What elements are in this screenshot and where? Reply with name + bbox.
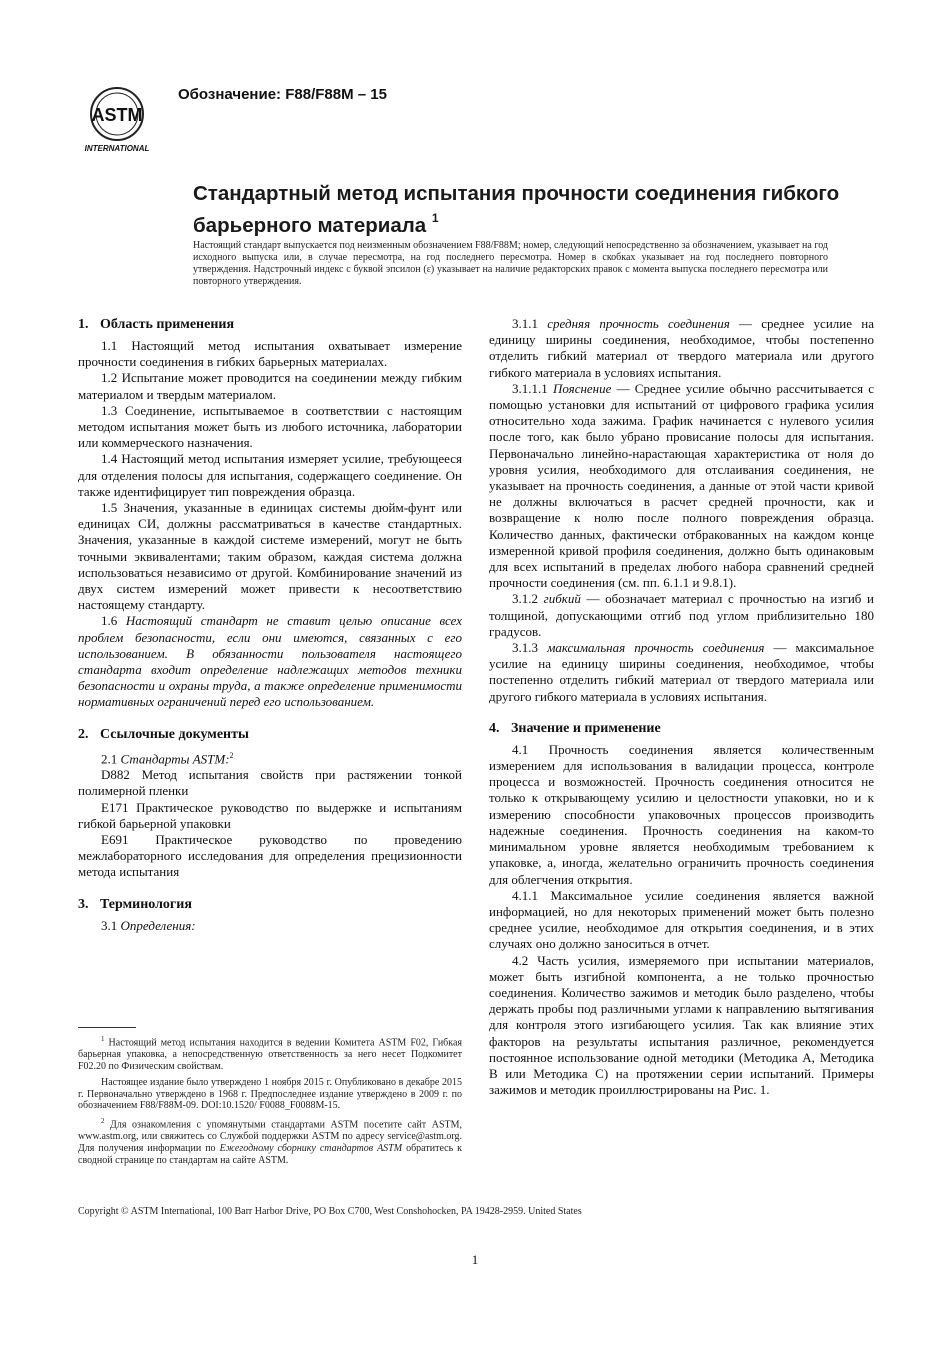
- para-1-1: 1.1 Настоящий метод испытания охватывает измерение прочности соединения в гибких барьерных материалах.: [78, 338, 462, 370]
- footnote-1: $^1$ Настоящий метод испытания находится в ведении Комитета ASTM F02, Гибкая барьерная упаковка, а непосредственную ответственность за него несет Подкомитет F02.20 по Физическим свойствам.: [78, 1035, 462, 1072]
- left-column: [78, 316, 462, 934]
- para-4-1-1: 4.1.1 Максимальное усилие соединения является важной информацией, но для некоторых применений может быть полезно среднее усилие, необходимое для открытия соединения, и в этих случаях оно должно заноситься в отчет.: [489, 887, 874, 952]
- page-number: 1: [471, 1252, 479, 1267]
- para-1-3: 1.3 Соединение, испытываемое в соответствии с настоящим методом испытания может быть из любого источника, лаборатории или коммерческого назначения.: [78, 402, 462, 451]
- ref-d882: D882 Метод испытания свойств при растяжении тонкой полимерной пленки: [78, 767, 462, 799]
- right-column: [489, 316, 874, 1098]
- svg-text:ASTM: ASTM: [91, 105, 143, 125]
- para-3-1-3: 3.1.3 максимальная прочность соединения — максимальное усилие на единицу ширины соединения, необходимое, чтобы постепенно отделить гибкий материал от твердого материала или другого гибкого материала в условиях испытания.: [489, 640, 875, 704]
- ref-e691: E691 Практическое руководство по проведению межлабораторного исследования для определения прецизионности метода испытания: [78, 832, 462, 880]
- intro-notice: Настоящий стандарт выпускается под неизменным обозначением F88/F88M; номер, следующий непосредственно за обозначением, указывает на год исходного выпуска или, в случае пересмотра, на год последнего пересмотра. Номер в скобках указывает на год последнего повторного утверждения. Надстрочный индекс с буквой эпсилон (ε) указывает на наличие редакторских правок с момента выпуска последнего пересмотра или повторного утверждения.: [193, 240, 828, 287]
- svg-text:INTERNATIONAL: INTERNATIONAL: [84, 144, 150, 153]
- title-text: Стандартный метод испытания прочности соединения гибкого барьерного материала: [193, 182, 840, 237]
- para-3-1: 3.1 Определения:: [101, 917, 196, 933]
- para-3-1-1: 3.1.1 средняя прочность соединения — среднее усилие на единицу ширины соединения, необходимое, чтобы постепенно отделить гибкий материал от твердого материала или другого гибкого материала в условиях испытания.: [489, 316, 874, 380]
- para-1-5: 1.5 Значения, указанные в единицах системы дюйм-фунт или единицах СИ, должны рассматриваться в качестве стандартных. Значения, указанные в каждой системе измерений, могут не быть точными эквивалентами; таким образом, каждая система должна использоваться независимо от другой. Комбинирование значений из двух систем измерений может привести к несоответствию настоящему стандарту.: [78, 500, 462, 613]
- para-1-4: 1.4 Настоящий метод испытания измеряет усилие, требующееся для отделения полосы для испытания, содержащего соединение. Он также идентифицирует тип повреждения образца.: [78, 451, 462, 499]
- para-3-1-1-1: 3.1.1.1 Пояснение — Среднее усилие обычно рассчитывается с помощью установки для испытаний от цифрового графика усилия относительно хода зажима. График начинается с нулевого усилия после того, как было убрано провисание полосы для испытания. Первоначально линейно-нарастающая характеристика от ноля до уровня усилия, необходимого для отслаивания соединения, не указывает на прочность соединения, а данные от этой части кривой не должны включаться в расчет средней прочности, как и возвращение к нолю после полного повреждения образца. Количество данных, фактически отбракованных на каждом конце измеренной кривой профиля соединения, должно быть одинаковым для всех испытаний в пределах любого набора сравнений средней прочности соединения (см. пп. 6.1.1 и 9.8.1).: [489, 380, 875, 591]
- footnote-1-approval: Настоящее издание было утверждено 1 ноября 2015 г. Опубликовано в декабре 2015 г. Первоначально утверждено в 1968 г. Предпоследнее издание утверждено в 2009 г. по обозначением F88/F88M-09. DOI:10.1520/ F0088_F0088M-15.: [78, 1076, 462, 1112]
- para-1-6: 1.6 Настоящий стандарт не ставит целью описание всех проблем безопасности, если они имеются, связанных с его использованием. В обязанности пользователя настоящего стандарта входит определение надлежащих методов техники безопасности и охраны труда, а также определение применимости нормативных ограничений перед его использованием.: [78, 613, 462, 710]
- para-2-1: 2.1 Стандарты ASTM:$^2$: [101, 750, 234, 766]
- section-heading-1: 1. Область применения: [78, 317, 235, 332]
- para-1-2: 1.2 Испытание может проводится на соединении между гибким материалом и твердым материалом.: [78, 370, 462, 402]
- document-title: [193, 181, 873, 239]
- title-footnote-mark: 1: [431, 211, 439, 225]
- copyright: Copyright © ASTM International, 100 Barr Harbor Drive, PO Box C700, West Conshohocken, PA 19428-2959. United States: [78, 1206, 582, 1217]
- para-3-1-2: 3.1.2 гибкий — обозначает материал с прочностью на изгиб и толщиной, допускающими отгиб под углом приблизительно 180 градусов.: [489, 591, 874, 639]
- section-heading-2: 2. Ссылочные документы: [78, 726, 249, 742]
- para-4-2: 4.2 Часть усилия, измеряемого при испытании материалов, может быть изгибной компонента, а не только прочностью соединения. Количество зажимов и методик было разделено, чтобы держать пробы под различными углами к направлению вытягивания для контроля этого изгибающего усилия. Так как влияние этих факторов на результаты испытания различное, рекомендуется постоянное использование одной методики (Методика A, Методика B или Методика C) на протяжении серии испытаний. Примеры зажимов и методик проиллюстрированы на Рис. 1.: [489, 952, 874, 1098]
- footnote-divider: [78, 1027, 136, 1028]
- footnote-2: $^2$ Для ознакомления с упомянутыми стандартами ASTM посетите сайт ASTM, www.astm.org, или свяжитесь со Службой поддержки ASTM по адресу service@astm.org. Для получения информации по Ежегодному сборнику стандартов ASTM обратитесь к сводной странице по стандартам на сайте ASTM.: [78, 1117, 463, 1166]
- astm-logo-icon: [74, 84, 160, 154]
- para-4-1: 4.1 Прочность соединения является количественным измерением для использования в валидации процесса, контроле процесса и возможностей. Прочность соединения относится не только к открывающему усилию и целостности упаковки, но и к измерению способности упаковочных процессов производить надежные соединения. Прочность соединения на каком-то минимальном уровне является необходимым требованием к упаковке, а, иногда, желательно ограничить прочность соединения для облегчения открытия.: [489, 741, 874, 887]
- designation: Обозначение: F88/F88M – 15: [178, 86, 387, 103]
- ref-e171: E171 Практическое руководство по выдержке и испытаниям гибкой барьерной упаковки: [78, 799, 462, 831]
- section-heading-3: 3. Терминология: [78, 896, 192, 912]
- footnotes: [78, 1034, 462, 1171]
- section-heading-4: 4. Значение и применение: [489, 720, 661, 736]
- astm-logo: [74, 84, 160, 154]
